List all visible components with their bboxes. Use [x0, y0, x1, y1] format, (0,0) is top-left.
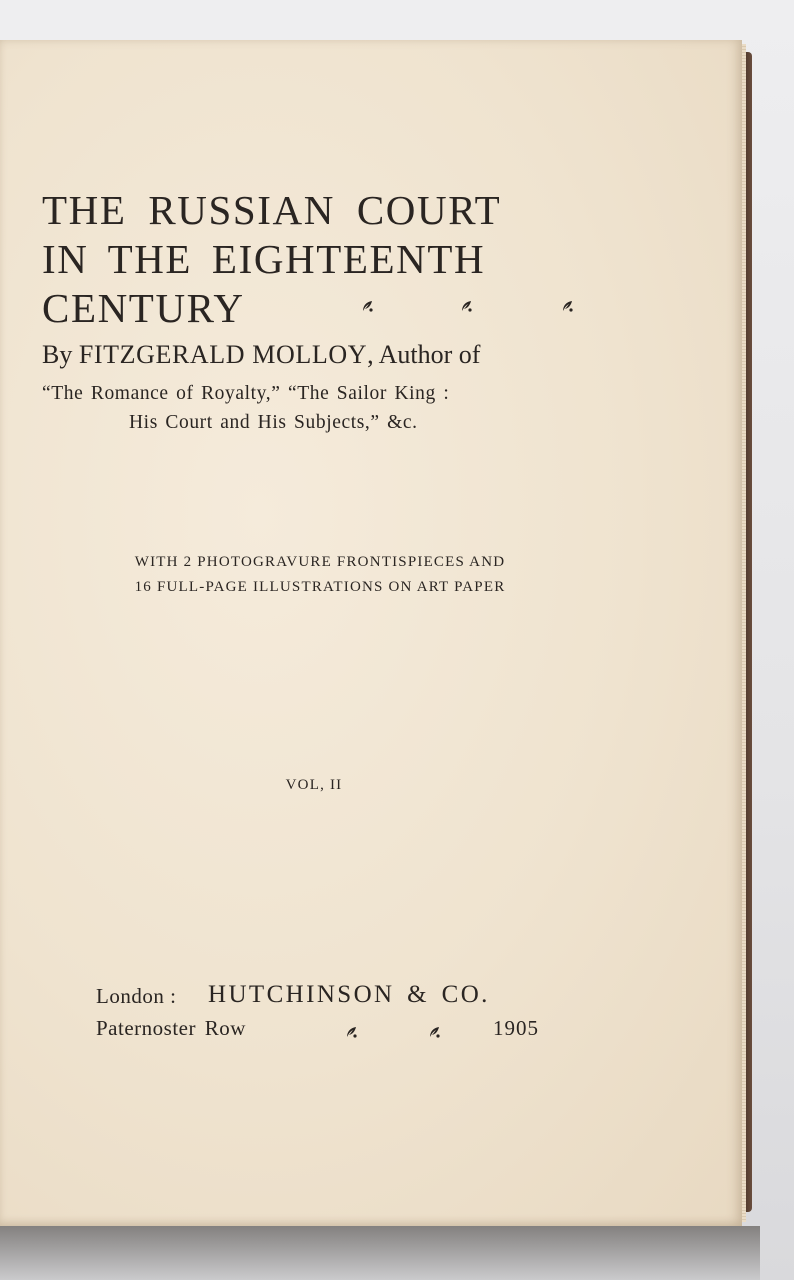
title-line-2: IN THE EIGHTEENTH: [42, 236, 486, 282]
other-works-line-1: “The Romance of Royalty,” “The Sailor King :: [42, 383, 450, 404]
illustrations-line-1: WITH 2 PHOTOGRAVURE FRONTISPIECES AND: [134, 554, 506, 570]
leaf-fleuron-icon: [460, 299, 474, 313]
book-shadow: [0, 1226, 760, 1280]
other-works-line-2: His Court and His Subjects,” &c.: [129, 412, 418, 433]
imprint-publisher: HUTCHINSON & CO.: [208, 981, 490, 1008]
title-line-1: THE RUSSIAN COURT: [42, 187, 502, 233]
illustrations-line-2: 16 FULL-PAGE ILLUSTRATIONS ON ART PAPER: [134, 579, 506, 595]
author-name: FITZGERALD MOLLOY: [78, 340, 368, 369]
leaf-fleuron-icon: [345, 1025, 359, 1039]
byline-prefix: By: [42, 340, 79, 369]
byline-suffix: , Author of: [367, 340, 481, 369]
leaf-fleuron-icon: [428, 1025, 442, 1039]
imprint-street: Paternoster Row: [96, 1016, 246, 1040]
title-line-3: CENTURY: [42, 285, 245, 331]
byline: [42, 338, 602, 372]
imprint-year: 1905: [493, 1016, 539, 1040]
imprint-city: London :: [96, 984, 177, 1008]
volume-number: VOL, II: [285, 777, 343, 793]
leaf-fleuron-icon: [561, 299, 575, 313]
leaf-fleuron-icon: [361, 299, 375, 313]
